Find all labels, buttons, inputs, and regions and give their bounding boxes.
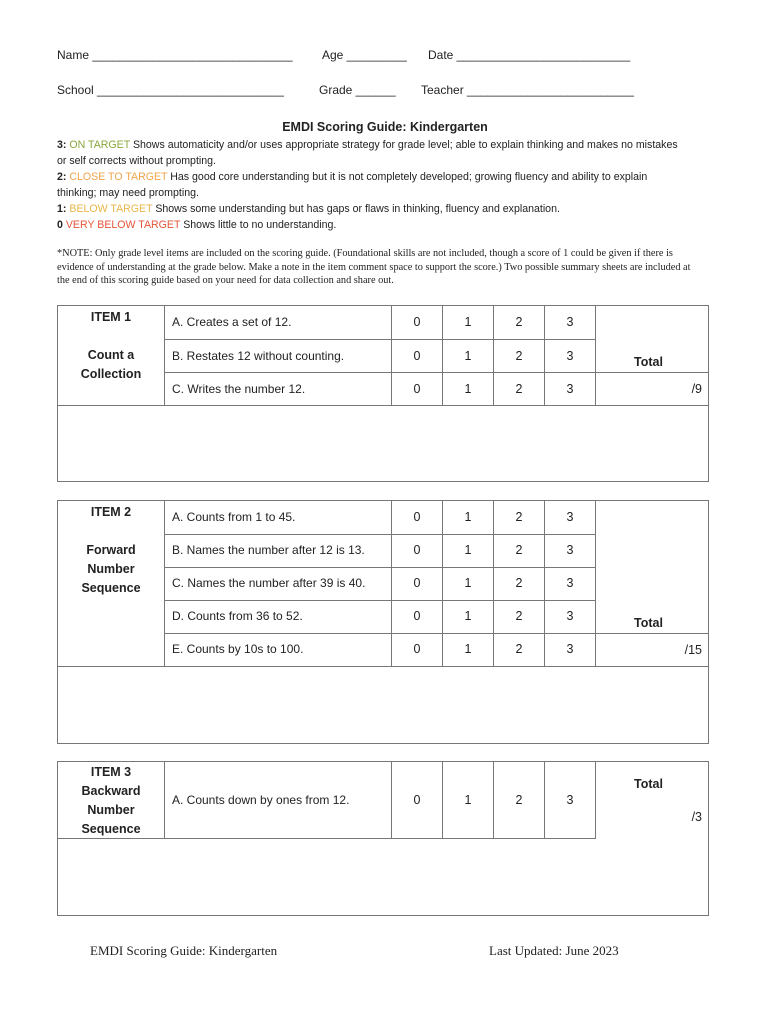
- score-2[interactable]: 2: [515, 609, 523, 623]
- item-2-row-b: B. Names the number after 12 is 13.: [172, 543, 365, 557]
- item-1-comment-area[interactable]: [58, 407, 708, 481]
- legend-entry-1: 1: BELOW TARGET Shows some understanding but has gaps or flaws in thinking, fluency and explanation.: [57, 203, 560, 215]
- legend-entry-0: 0 VERY BELOW TARGET Shows little to no understanding.: [57, 219, 337, 231]
- score-1[interactable]: 1: [464, 642, 472, 656]
- item-1-total-value: /9: [691, 382, 702, 396]
- score-3[interactable]: 3: [566, 609, 574, 623]
- score-3[interactable]: 3: [566, 382, 574, 396]
- score-2[interactable]: 2: [515, 793, 523, 807]
- age-field[interactable]: Age _________: [322, 48, 407, 62]
- score-2[interactable]: 2: [515, 576, 523, 590]
- item-1-row-b: B. Restates 12 without counting.: [172, 349, 345, 363]
- legend-entry-3: 3: ON TARGET Shows automaticity and/or uses appropriate strategy for grade level; able to explain thinking and makes no mistakes or self corrects without prompting.: [57, 139, 678, 167]
- item-2-row-d: D. Counts from 36 to 52.: [172, 609, 303, 623]
- score-1[interactable]: 1: [464, 510, 472, 524]
- score-0[interactable]: 0: [413, 642, 421, 656]
- legend-entry-2: 2: CLOSE TO TARGET Has good core understanding but it is not completely developed; growing fluency and ability to explain thinking; may need prompting.: [57, 171, 648, 199]
- item-2-comment-area[interactable]: [58, 668, 708, 743]
- score-3[interactable]: 3: [566, 793, 574, 807]
- item-2-row-e: E. Counts by 10s to 100.: [172, 642, 304, 656]
- legend-label: BELOW TARGET: [69, 203, 153, 215]
- date-field[interactable]: Date __________________________: [428, 48, 631, 62]
- item-3-total-value: /3: [691, 810, 702, 824]
- item-2-total-label: Total: [634, 616, 663, 630]
- legend-label: VERY BELOW TARGET: [65, 219, 181, 231]
- score-0[interactable]: 0: [413, 576, 421, 590]
- footer-updated: Last Updated: June 2023: [489, 943, 619, 958]
- score-1[interactable]: 1: [464, 576, 472, 590]
- scoring-legend: [57, 137, 687, 233]
- score-3[interactable]: 3: [566, 315, 574, 329]
- score-2[interactable]: 2: [515, 382, 523, 396]
- item-2-row-a: A. Counts from 1 to 45.: [172, 510, 296, 524]
- item-1-row-c: C. Writes the number 12.: [172, 382, 306, 396]
- note-text: *NOTE: Only grade level items are included on the scoring guide. (Foundational skills are not included, though a score of 1 could be given if there is evidence of understanding at the grade below. Make a note in the item comment space to support the score.) Two possible summary sheets are included at the end of this scoring guide based on your need for data collection and share out.: [57, 248, 691, 286]
- page-title: EMDI Scoring Guide: Kindergarten: [282, 120, 488, 134]
- item-1-total-label: Total: [634, 355, 663, 369]
- school-field[interactable]: School ____________________________: [57, 83, 284, 97]
- score-3[interactable]: 3: [566, 510, 574, 524]
- name-field[interactable]: Name ______________________________: [57, 48, 293, 62]
- score-0[interactable]: 0: [413, 315, 421, 329]
- score-3[interactable]: 3: [566, 642, 574, 656]
- score-0[interactable]: 0: [413, 349, 421, 363]
- score-3[interactable]: 3: [566, 543, 574, 557]
- score-2[interactable]: 2: [515, 510, 523, 524]
- score-1[interactable]: 1: [464, 609, 472, 623]
- score-2[interactable]: 2: [515, 349, 523, 363]
- score-0[interactable]: 0: [413, 510, 421, 524]
- score-0[interactable]: 0: [413, 543, 421, 557]
- score-1[interactable]: 1: [464, 793, 472, 807]
- item-2-row-c: C. Names the number after 39 is 40.: [172, 576, 366, 590]
- legend-label: ON TARGET: [69, 139, 131, 151]
- score-3[interactable]: 3: [566, 576, 574, 590]
- score-1[interactable]: 1: [464, 349, 472, 363]
- score-1[interactable]: 1: [464, 543, 472, 557]
- score-1[interactable]: 1: [464, 382, 472, 396]
- legend-label: CLOSE TO TARGET: [69, 171, 168, 183]
- grade-field[interactable]: Grade ______: [319, 83, 396, 97]
- footer-title: EMDI Scoring Guide: Kindergarten: [90, 943, 278, 958]
- item-3-comment-area[interactable]: [58, 840, 708, 915]
- item-1-title: ITEM 1 Count a Collection: [80, 310, 142, 381]
- score-0[interactable]: 0: [413, 382, 421, 396]
- teacher-field[interactable]: Teacher _________________________: [421, 83, 634, 97]
- score-2[interactable]: 2: [515, 315, 523, 329]
- score-0[interactable]: 0: [413, 609, 421, 623]
- score-1[interactable]: 1: [464, 315, 472, 329]
- item-2-title: ITEM 2 Forward Number Sequence: [81, 505, 141, 595]
- item-3-total-label: Total: [634, 777, 663, 791]
- item-2-total-value: /15: [684, 643, 702, 657]
- score-3[interactable]: 3: [566, 349, 574, 363]
- item-1-row-a: A. Creates a set of 12.: [172, 315, 292, 329]
- score-0[interactable]: 0: [413, 793, 421, 807]
- item-3-title: ITEM 3 Backward Number Sequence: [81, 765, 141, 836]
- score-2[interactable]: 2: [515, 543, 523, 557]
- score-2[interactable]: 2: [515, 642, 523, 656]
- item-3-row-a: A. Counts down by ones from 12.: [172, 793, 350, 807]
